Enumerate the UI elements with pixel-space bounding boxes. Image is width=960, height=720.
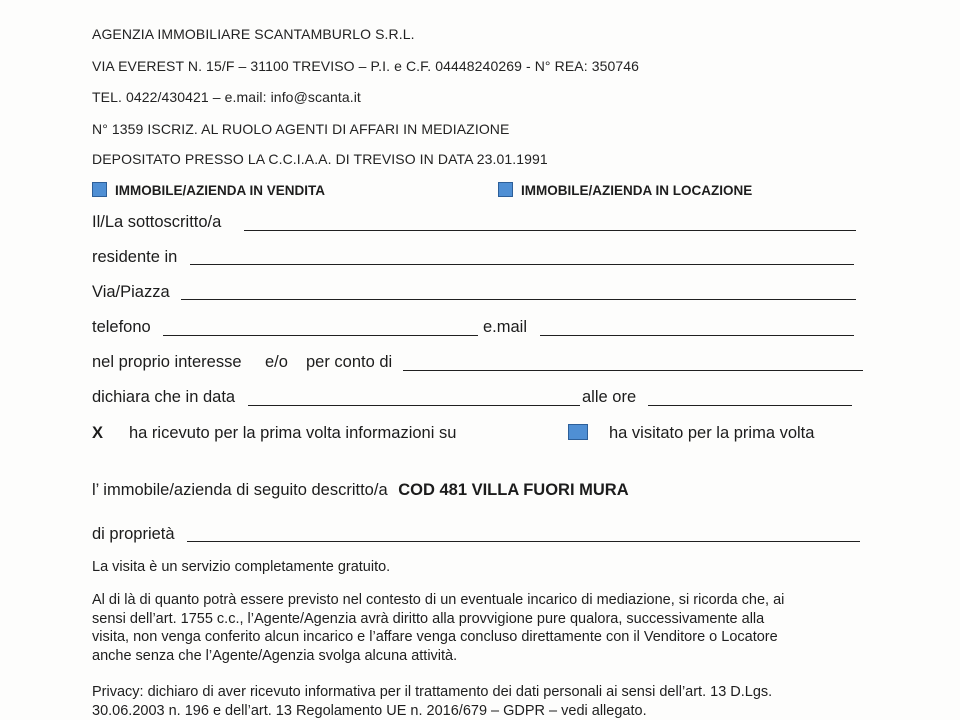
- commission-line-1: Al di là di quanto potrà essere previsto nel contesto di un eventuale incarico di mediazione, si ricorda che, ai: [92, 592, 785, 608]
- time-field[interactable]: [648, 405, 852, 406]
- undersigned-field[interactable]: [244, 230, 856, 231]
- checkbox-rent-icon[interactable]: [498, 182, 513, 197]
- checkbox-visited-icon[interactable]: [568, 424, 588, 440]
- street-field[interactable]: [181, 299, 856, 300]
- option-rent-label: IMMOBILE/AZIENDA IN LOCAZIONE: [521, 183, 753, 198]
- phone-label: telefono: [92, 318, 151, 336]
- street-label: Via/Piazza: [92, 283, 170, 301]
- property-line: [92, 481, 629, 500]
- free-visit-note: La visita è un servizio completamente gratuito.: [92, 559, 391, 575]
- resident-field[interactable]: [190, 264, 854, 265]
- declares-label: dichiara che in data: [92, 388, 236, 406]
- property-prefix: l’ immobile/azienda di seguito descritto/a: [92, 481, 388, 499]
- checkbox-sale-icon[interactable]: [92, 182, 107, 197]
- commission-line-3: visita, non venga conferito alcun incarico e l’affare venga concluso direttamente con il Venditore o Locatore: [92, 629, 778, 645]
- time-label: alle ore: [582, 388, 637, 406]
- andor-label: e/o: [265, 353, 288, 371]
- undersigned-label: Il/La sottoscritto/a: [92, 213, 222, 231]
- commission-clause: [92, 591, 864, 665]
- visited-label: ha visitato per la prima volta: [609, 424, 815, 442]
- option-rent[interactable]: [498, 182, 752, 200]
- owner-label: di proprietà: [92, 525, 175, 543]
- email-field[interactable]: [540, 335, 854, 336]
- interest-label: nel proprio interesse: [92, 353, 242, 371]
- property-code: COD 481 VILLA FUORI MURA: [398, 481, 629, 499]
- privacy-clause: [92, 683, 864, 720]
- email-label: e.mail: [483, 318, 528, 336]
- date-field[interactable]: [248, 405, 580, 406]
- phone-field[interactable]: [163, 335, 478, 336]
- agency-deposit: DEPOSITATO PRESSO LA C.C.I.A.A. DI TREVISO IN DATA 23.01.1991: [92, 151, 548, 167]
- option-sale[interactable]: [92, 182, 325, 200]
- agency-contacts: TEL. 0422/430421 – e.mail: info@scanta.it: [92, 89, 361, 105]
- resident-label: residente in: [92, 248, 178, 266]
- agency-address: VIA EVEREST N. 15/F – 31100 TREVISO – P.I. e C.F. 04448240269 - N° REA: 350746: [92, 58, 640, 74]
- behalf-label: per conto di: [306, 353, 393, 371]
- commission-line-2: sensi dell’art. 1755 c.c., l’Agente/Agenzia avrà diritto alla provvigione pure qualora, successivamente alla: [92, 610, 765, 627]
- commission-line-4: anche senza che l’Agente/Agenzia svolga alcuna attività.: [92, 647, 458, 664]
- agency-registration: N° 1359 ISCRIZ. AL RUOLO AGENTI DI AFFARI IN MEDIAZIONE: [92, 121, 510, 137]
- owner-field[interactable]: [187, 541, 860, 542]
- agency-name: AGENZIA IMMOBILIARE SCANTAMBURLO S.R.L.: [92, 26, 415, 42]
- privacy-line-1: Privacy: dichiaro di aver ricevuto informativa per il trattamento dei dati personali ai sensi dell’art. 13 D.Lgs.: [92, 684, 773, 700]
- privacy-line-2: 30.06.2003 n. 196 e dell’art. 13 Regolamento UE n. 2016/679 – GDPR – vedi allegato.: [92, 702, 647, 719]
- behalf-field[interactable]: [403, 370, 863, 371]
- received-label: ha ricevuto per la prima volta informazioni su: [129, 424, 457, 442]
- option-sale-label: IMMOBILE/AZIENDA IN VENDITA: [115, 183, 325, 198]
- received-mark[interactable]: X: [92, 424, 104, 442]
